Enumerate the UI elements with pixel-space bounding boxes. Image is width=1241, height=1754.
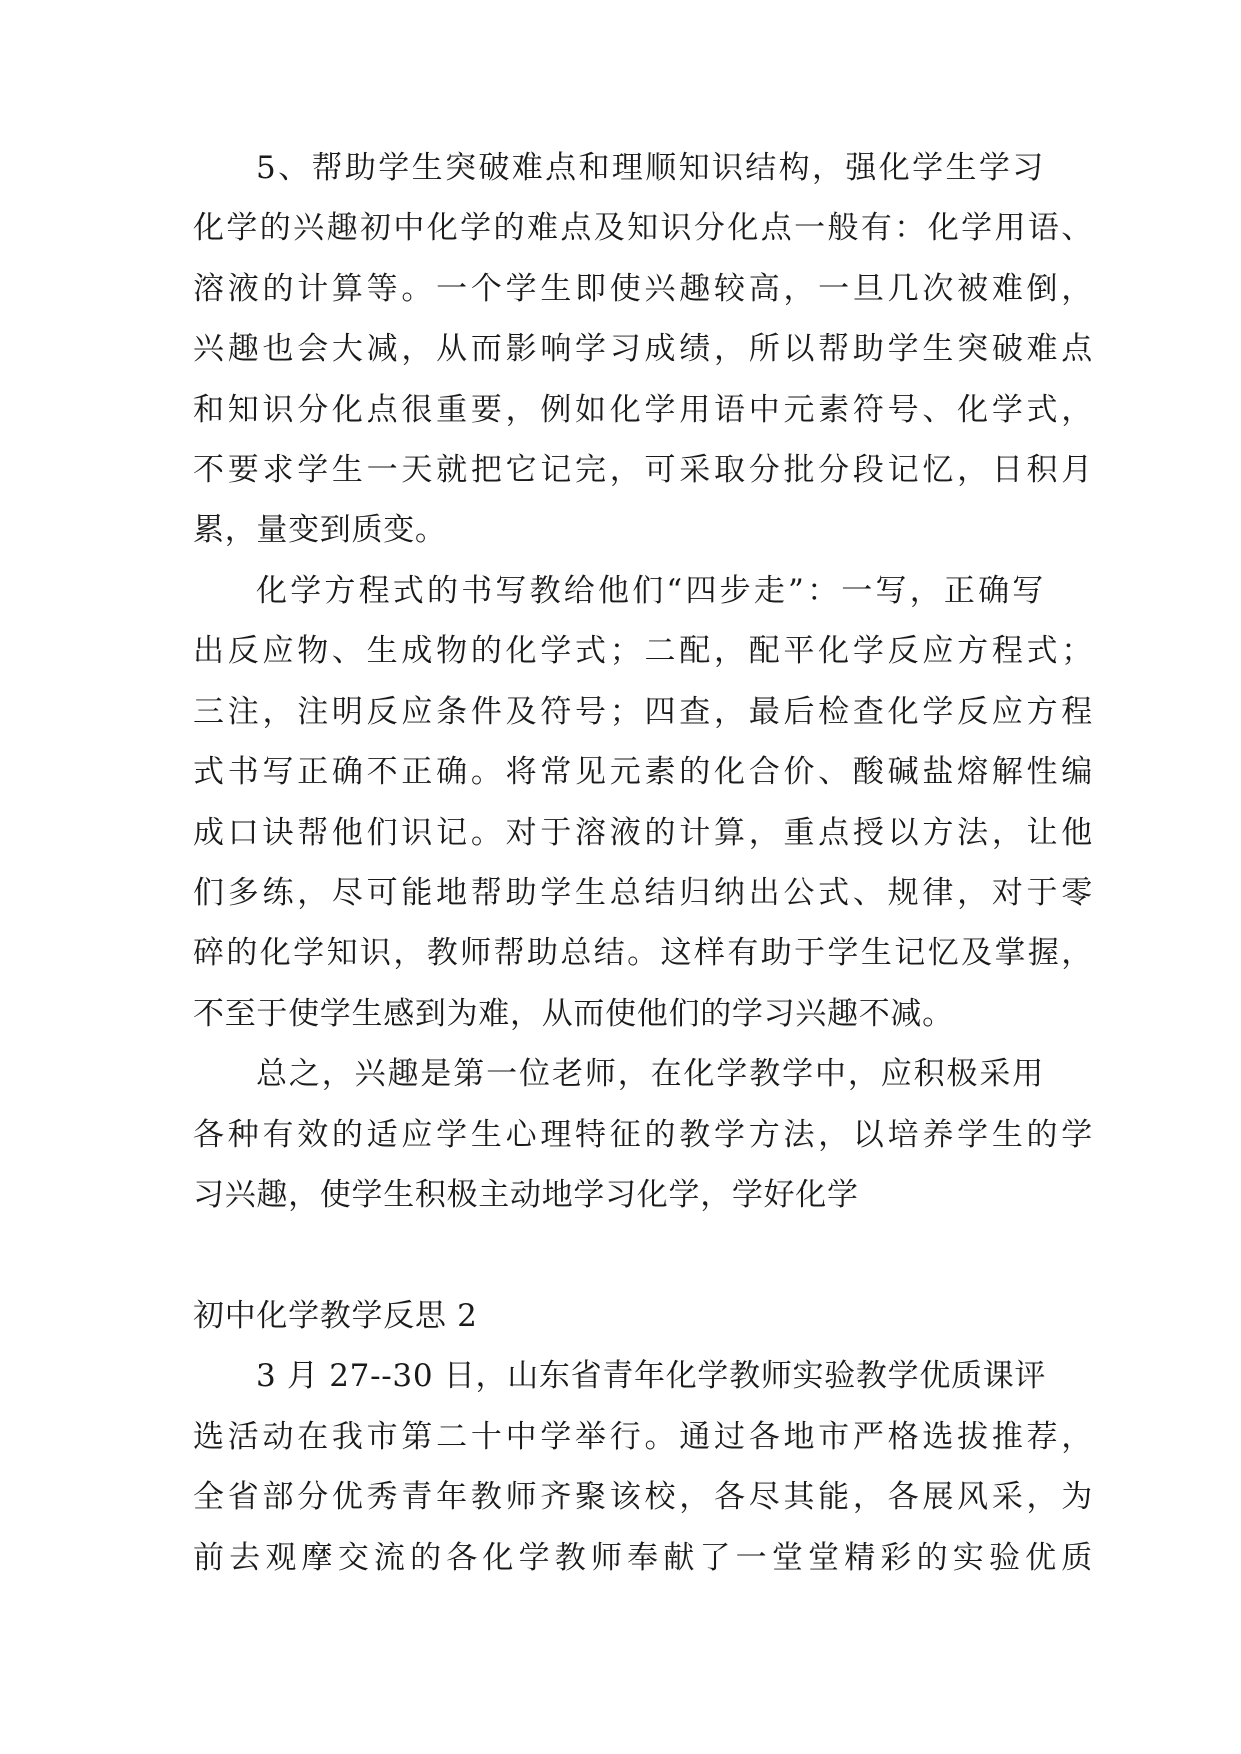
paragraph-line: 前去观摩交流的各化学教师奉献了一堂堂精彩的实验优质 xyxy=(193,1540,1093,1576)
paragraph-line: 化学方程式的书写教给他们“四步走”：一写，正确写 xyxy=(256,573,1044,609)
paragraph-line: 碎的化学知识，教师帮助总结。这样有助于学生记忆及掌握， xyxy=(193,935,1093,971)
paragraph-line: 习兴趣，使学生积极主动地学习化学，学好化学 xyxy=(193,1177,859,1213)
paragraph-line: 出反应物、生成物的化学式；二配，配平化学反应方程式； xyxy=(193,633,1093,669)
section-heading: 初中化学教学反思 2 xyxy=(193,1298,478,1334)
paragraph-line: 总之，兴趣是第一位老师，在化学教学中，应积极采用 xyxy=(256,1056,1044,1092)
paragraph-line: 选活动在我市第二十中学举行。通过各地市严格选拔推荐， xyxy=(193,1419,1093,1455)
paragraph-line: 不要求学生一天就把它记完，可采取分批分段记忆，日积月 xyxy=(193,452,1093,488)
paragraph-line: 化学的兴趣初中化学的难点及知识分化点一般有：化学用语、 xyxy=(193,210,1093,246)
paragraph-line: 溶液的计算等。一个学生即使兴趣较高，一旦几次被难倒， xyxy=(193,271,1093,307)
paragraph-line: 们多练，尽可能地帮助学生总结归纳出公式、规律，对于零 xyxy=(193,875,1093,911)
paragraph-line: 式书写正确不正确。将常见元素的化合价、酸碱盐熔解性编 xyxy=(193,754,1093,790)
paragraph-line: 累，量变到质变。 xyxy=(193,512,447,548)
paragraph-line: 5、帮助学生突破难点和理顺知识结构，强化学生学习 xyxy=(256,150,1044,186)
paragraph-line: 和知识分化点很重要，例如化学用语中元素符号、化学式， xyxy=(193,392,1093,428)
paragraph-line: 全省部分优秀青年教师齐聚该校，各尽其能，各展风采，为 xyxy=(193,1479,1093,1515)
paragraph-line: 各种有效的适应学生心理特征的教学方法，以培养学生的学 xyxy=(193,1117,1093,1153)
paragraph-line: 三注，注明反应条件及符号；四查，最后检查化学反应方程 xyxy=(193,694,1093,730)
paragraph-line: 3 月 27--30 日，山东省青年化学教师实验教学优质课评 xyxy=(256,1358,1047,1394)
paragraph-line: 成口诀帮他们识记。对于溶液的计算，重点授以方法，让他 xyxy=(193,815,1093,851)
paragraph-line: 不至于使学生感到为难，从而使他们的学习兴趣不减。 xyxy=(193,996,954,1032)
paragraph-line: 兴趣也会大减，从而影响学习成绩，所以帮助学生突破难点 xyxy=(193,331,1093,367)
